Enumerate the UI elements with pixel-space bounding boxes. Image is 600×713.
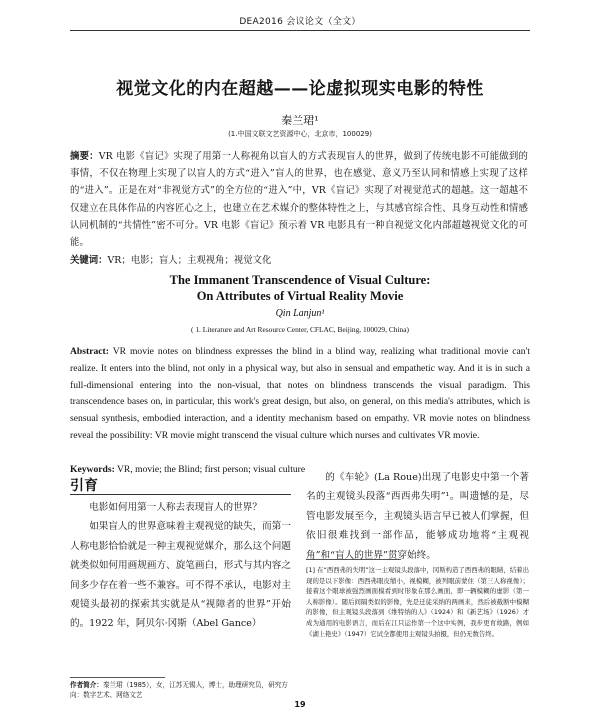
- author-footnote: [70, 680, 291, 700]
- section-rule: [70, 494, 291, 495]
- paper-title-cn: 视觉文化的内在超越——论虚拟现实电影的特性: [116, 79, 484, 99]
- abstract-en: [70, 344, 530, 445]
- paper-title-en: [0, 272, 600, 304]
- header-rule: [70, 30, 530, 31]
- keywords-en-text: VR, movie; the Blind; first person; visual culture: [117, 464, 306, 475]
- abstract-cn: [70, 148, 528, 251]
- paragraph: 的《车轮》(La Roue)出现了电影史中第一个著名的主观镜头段落“西西弗失明”¹。叫遗憾的是，尽管电影发展至今，主观镜头语言早已被人们掌握，但依旧很难找到一部作品，能够成功地将“主观视角”和“盲人的世界”贯穿始终。: [306, 472, 529, 561]
- footnote-rule-right: [306, 559, 401, 560]
- running-header: DEA2016 会议论文（全文）: [239, 17, 361, 27]
- page-number: 19: [294, 700, 306, 709]
- affiliation-en: ( 1. Literature and Art Resource Center, CFLAC, Beijing, 100029, China): [191, 325, 409, 334]
- affiliation-cn: (1.中国文联文艺资源中心，北京市，100029): [228, 130, 372, 138]
- footnote-left-text: 秦兰珺（1985），女，江苏无锡人，博士，助理研究员，研究方向：数字艺术、网络文艺: [70, 681, 288, 699]
- abstract-cn-label: 摘要：: [70, 151, 99, 162]
- footnote-rule-left: [70, 677, 165, 678]
- abstract-en-text: VR movie notes on blindness expresses the blind in a blind way, realizing what traditional movie can't realize. It enters into the blind, not only in a physical way, but also in sensual and empathetic way. And it is in such a full-dimensional entering into the non-visual, that notes on blindness transcends the visual paradigm. This transcendence bases on, in particular, this work's great design, but also, on general, on this media's attributes, which is sensual synthesis, embodied interaction, and a identity mechanism based on empathy. VR movie notes on blindness reveal the possibility: VR movie might transcend the visual culture which nurses and cultivates VR movie.: [70, 346, 530, 441]
- author-en: Qin Lanjun¹: [275, 308, 325, 319]
- body-left-column: [70, 498, 291, 634]
- footnote-right: [1] 在“西西弗的失明”这一主观镜头段落中，冈斯构造了西西弗的眼睛，结着出现的是以下影像：西西弗眼皮缩小，视模糊，被列眼前蒙住（第三人称视像）；接着这个眼球被强烈画面模看到时形象在那么画面，即一辆模糊的虚影（第一人称影像）。随后间隔类似的影像，先是迁徒采纳的两画来，然后被截断中模糊的影像，但主观镜头段落到《维特纳的人》（1924）和《新艺场》（1926）才成为通用的电影语言，而后在江只运作第一个这中实例，我步更育故路，例如《湖上艳史》（1947）它试全都使用主观镜头拍摄，但仍无数告终。: [306, 566, 529, 638]
- keywords-cn-label: 关键词：: [70, 255, 108, 266]
- keywords-en-label: Keywords:: [70, 464, 115, 475]
- keywords-cn-text: VR；电影；盲人；主观视角；视觉文化: [107, 255, 272, 266]
- abstract-en-label: Abstract:: [70, 346, 109, 357]
- paragraph: 如果盲人的世界意味着主观视觉的缺失，而第一人称电影恰恰就是一种主观视觉媒介，那么这个问题就类似如何用画规画方、旋笔画白，形式与其内容之间多少存在着一些不兼容。可不得不承认，电影对主观镜头最初的探索其实就是从“视障者的世界”开始的。1922 年，阿贝尔·冈斯（Abel Gance）: [70, 521, 291, 630]
- abstract-cn-text: VR 电影《盲记》实现了用第一人称视角以盲人的方式表现盲人的世界，做到了传统电影不可能做到的事情，不仅在物理上实现了以盲人的方式“进入”盲人的世界，也在感觉、意义乃至认同和情感上实现了这样的“进入”。正是在对“非视觉方式”的全方位的“进入”中，VR《盲记》实现了对视觉范式的超越。这一超越不仅建立在具体作品的内容匠心之上，也建立在艺术媒介的整体特性之上，与其感官综合性、具身互动性和情感认同机制的“共情性”密不可分。VR 电影《盲记》预示着 VR 电影具有一种自视觉文化内部超越视觉文化的可能。: [70, 151, 528, 249]
- body-right-column: [306, 468, 529, 565]
- section-heading: 引育: [70, 478, 98, 494]
- keywords-cn: [70, 252, 528, 266]
- author-cn: 秦兰珺¹: [281, 114, 319, 127]
- title-en-line1: The Immanent Transcendence of Visual Culture:: [169, 273, 431, 287]
- footnote-left-label: 作者简介：: [70, 681, 103, 689]
- title-en-line2: On Attributes of Virtual Reality Movie: [196, 289, 404, 303]
- paragraph: 电影如何用第一人称去表现盲人的世界？: [89, 502, 262, 513]
